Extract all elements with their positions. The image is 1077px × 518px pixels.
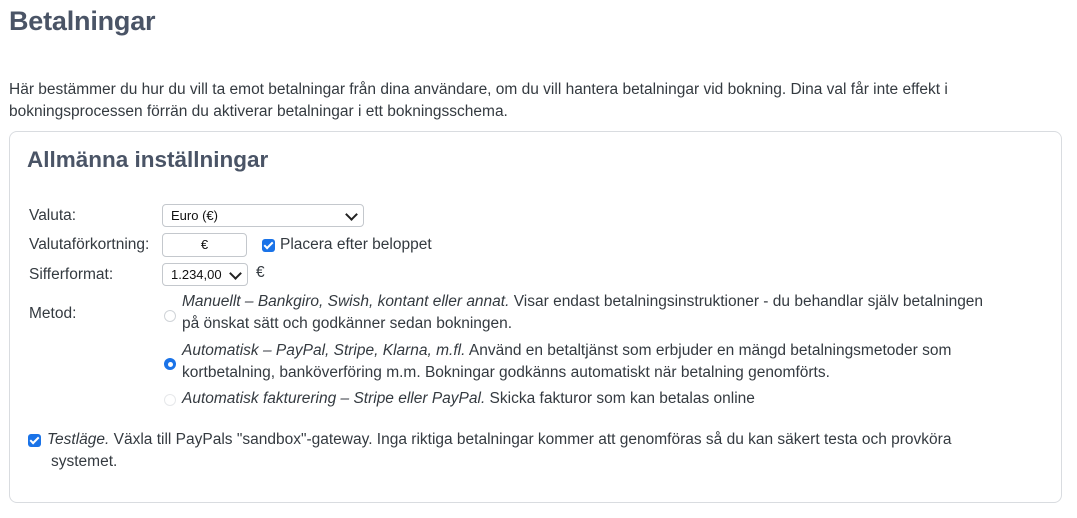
method-invoice-title: Automatisk fakturering – Stripe eller PayPal. xyxy=(182,390,486,407)
general-settings-panel xyxy=(9,131,1062,503)
method-manual-desc-2: på önskat sätt och godkänner sedan bokningen. xyxy=(182,315,513,332)
testmode-checkbox[interactable] xyxy=(28,434,41,447)
currency-label: Valuta: xyxy=(29,207,77,224)
method-manual-option[interactable] xyxy=(182,291,1052,335)
format-suffix: € xyxy=(256,264,265,281)
chevron-down-icon xyxy=(229,267,242,280)
method-automatic-title: Automatisk – PayPal, Stripe, Klarna, m.fl. xyxy=(182,342,466,359)
currency-select[interactable] xyxy=(162,204,364,227)
method-invoice-desc: Skicka fakturor som kan betalas online xyxy=(485,390,755,407)
currency-value: Euro (€) xyxy=(171,208,218,223)
place-after-checkbox[interactable] xyxy=(262,239,275,252)
testmode-title: Testläge. xyxy=(47,431,110,448)
method-invoice-option[interactable] xyxy=(182,388,1052,410)
panel-title: Allmänna inställningar xyxy=(27,147,269,172)
method-invoice-radio[interactable] xyxy=(164,394,176,406)
method-label: Metod: xyxy=(29,305,77,322)
testmode-desc-2: systemet. xyxy=(51,453,118,470)
format-label: Sifferformat: xyxy=(29,266,114,283)
abbr-input[interactable]: € xyxy=(162,233,247,257)
chevron-down-icon xyxy=(345,208,358,221)
abbr-label: Valutaförkortning: xyxy=(29,236,150,253)
method-manual-radio[interactable] xyxy=(164,310,176,322)
format-select[interactable] xyxy=(162,263,248,286)
place-after-label: Placera efter beloppet xyxy=(280,236,432,253)
method-automatic-radio[interactable] xyxy=(164,358,176,370)
intro-text: Här bestämmer du hur du vill ta emot betalningar från dina användare, om du vill hantera betalningar vid bokning. Dina val får inte effekt i bokningsprocessen förrän du aktiverar betalningar i ett bokningsschema. xyxy=(9,81,948,120)
method-automatic-option[interactable] xyxy=(182,340,1052,384)
method-manual-title: Manuellt – Bankgiro, Swish, kontant eller annat. xyxy=(182,293,510,310)
method-automatic-desc-2: kortbetalning, banköverföring m.m. Bokningar godkänns automatiskt när betalning genomförts. xyxy=(182,364,830,381)
page-title: Betalningar xyxy=(9,6,156,36)
format-value: 1.234,00 xyxy=(171,267,222,282)
method-manual-desc: Visar endast betalningsinstruktioner - du behandlar själv betalningen xyxy=(509,293,984,310)
testmode-desc: Växla till PayPals "sandbox"-gateway. Inga riktiga betalningar kommer att genomföras så du kan säkert testa och provköra xyxy=(109,431,952,448)
testmode-option[interactable] xyxy=(47,429,1047,473)
method-automatic-desc: Använd en betaltjänst som erbjuder en mängd betalningsmetoder som xyxy=(465,342,952,359)
